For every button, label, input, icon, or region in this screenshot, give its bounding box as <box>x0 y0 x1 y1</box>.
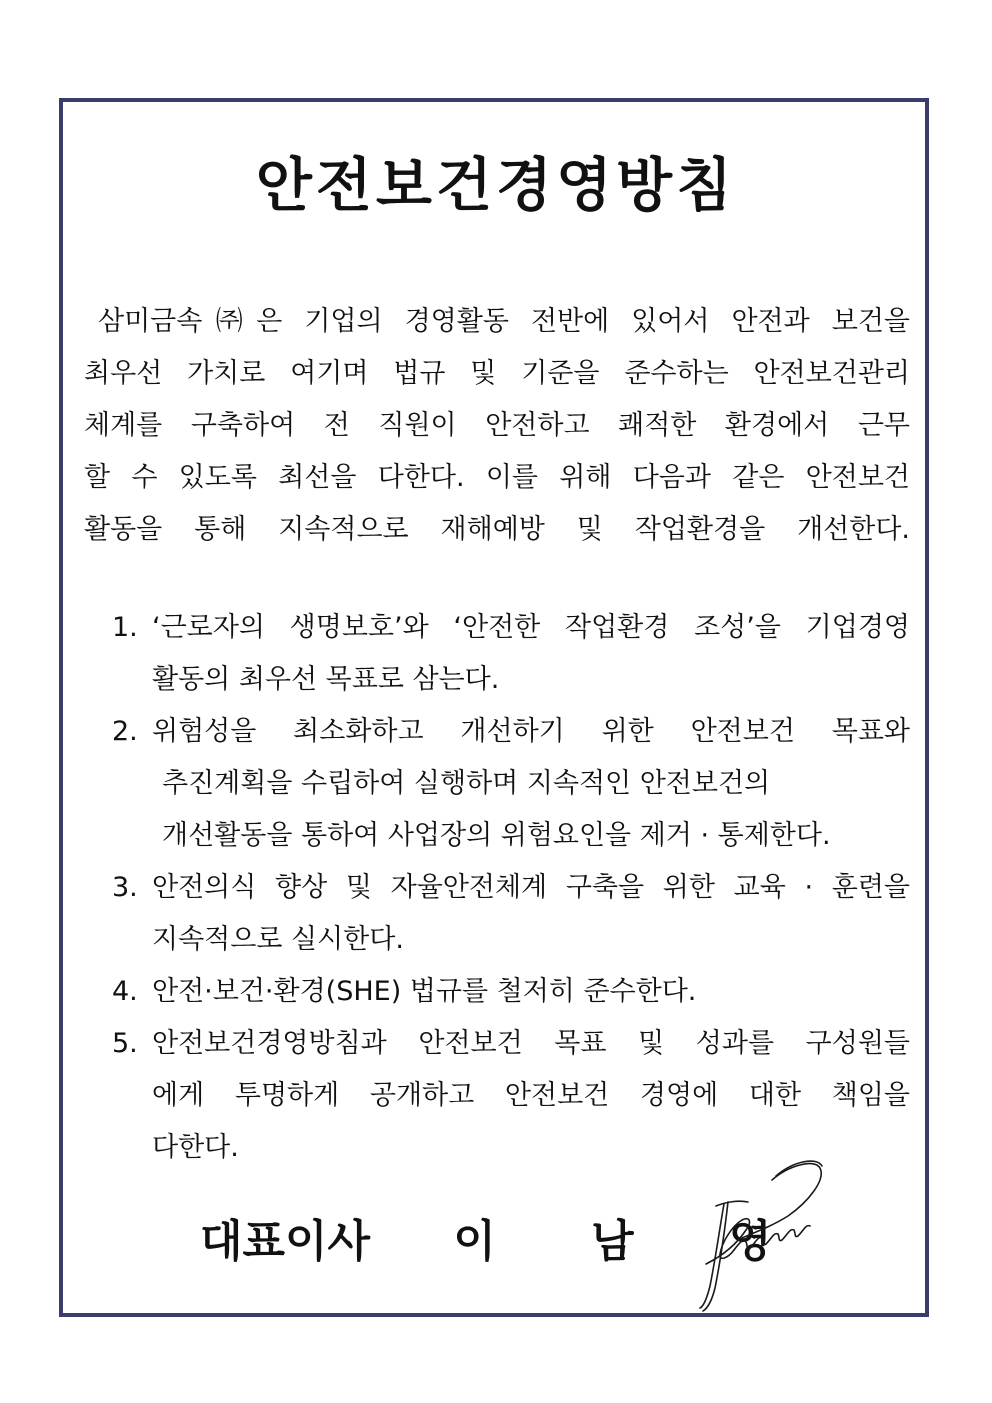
intro-line: 최우선 가치로 여기며 법규 및 기준을 준수하는 안전보건관리 <box>84 358 910 389</box>
policy-item-line: 안전보건경영방침과 안전보건 목표 및 성과를 구성원들 <box>152 1028 910 1059</box>
policy-item-line: 다한다. <box>152 1132 239 1163</box>
signer-role: 대표이사 <box>200 1216 371 1267</box>
policy-item-2 <box>112 706 910 862</box>
intro-line: 삼미금속㈜은 기업의 경영활동 전반에 있어서 안전과 보건을 <box>98 306 910 337</box>
policy-list <box>112 602 910 1174</box>
policy-item-line: 안전·보건·환경(SHE) 법규를 철저히 준수한다. <box>152 976 697 1007</box>
signer-name: 이 남 영 <box>453 1216 812 1267</box>
policy-item-line: 위험성을 최소화하고 개선하기 위한 안전보건 목표와 <box>152 716 910 747</box>
policy-item-1 <box>112 602 910 706</box>
policy-item-number: 1. <box>112 612 138 643</box>
policy-item-line: 개선활동을 통하여 사업장의 위험요인을 제거 · 통제한다. <box>162 820 831 851</box>
policy-item-line: 지속적으로 실시한다. <box>152 924 404 955</box>
policy-item-line: ‘근로자의 생명보호’와 ‘안전한 작업환경 조성’을 기업경영 <box>152 612 910 643</box>
policy-item-number: 2. <box>112 716 138 747</box>
policy-item-line: 에게 투명하게 공개하고 안전보건 경영에 대한 책임을 <box>152 1080 910 1111</box>
policy-item-line: 추진계획을 수립하여 실행하며 지속적인 안전보건의 <box>162 768 771 799</box>
handwritten-signature-icon <box>676 1146 826 1316</box>
policy-item-number: 4. <box>112 976 138 1007</box>
intro-paragraph <box>84 296 910 556</box>
page-title: 안전보건경영방침 <box>255 151 737 219</box>
policy-item-4 <box>112 966 910 1018</box>
policy-item-3 <box>112 862 910 966</box>
intro-line: 체계를 구축하여 전 직원이 안전하고 쾌적한 환경에서 근무 <box>84 410 910 441</box>
policy-item-line: 활동의 최우선 목표로 삼는다. <box>152 664 500 695</box>
policy-item-number: 5. <box>112 1028 138 1059</box>
intro-line: 할 수 있도록 최선을 다한다. 이를 위해 다음과 같은 안전보건 <box>84 462 910 493</box>
intro-line: 활동을 통해 지속적으로 재해예방 및 작업환경을 개선한다. <box>84 514 910 545</box>
policy-item-line: 안전의식 향상 및 자율안전체계 구축을 위한 교육 · 훈련을 <box>152 872 910 903</box>
policy-item-number: 3. <box>112 872 138 903</box>
